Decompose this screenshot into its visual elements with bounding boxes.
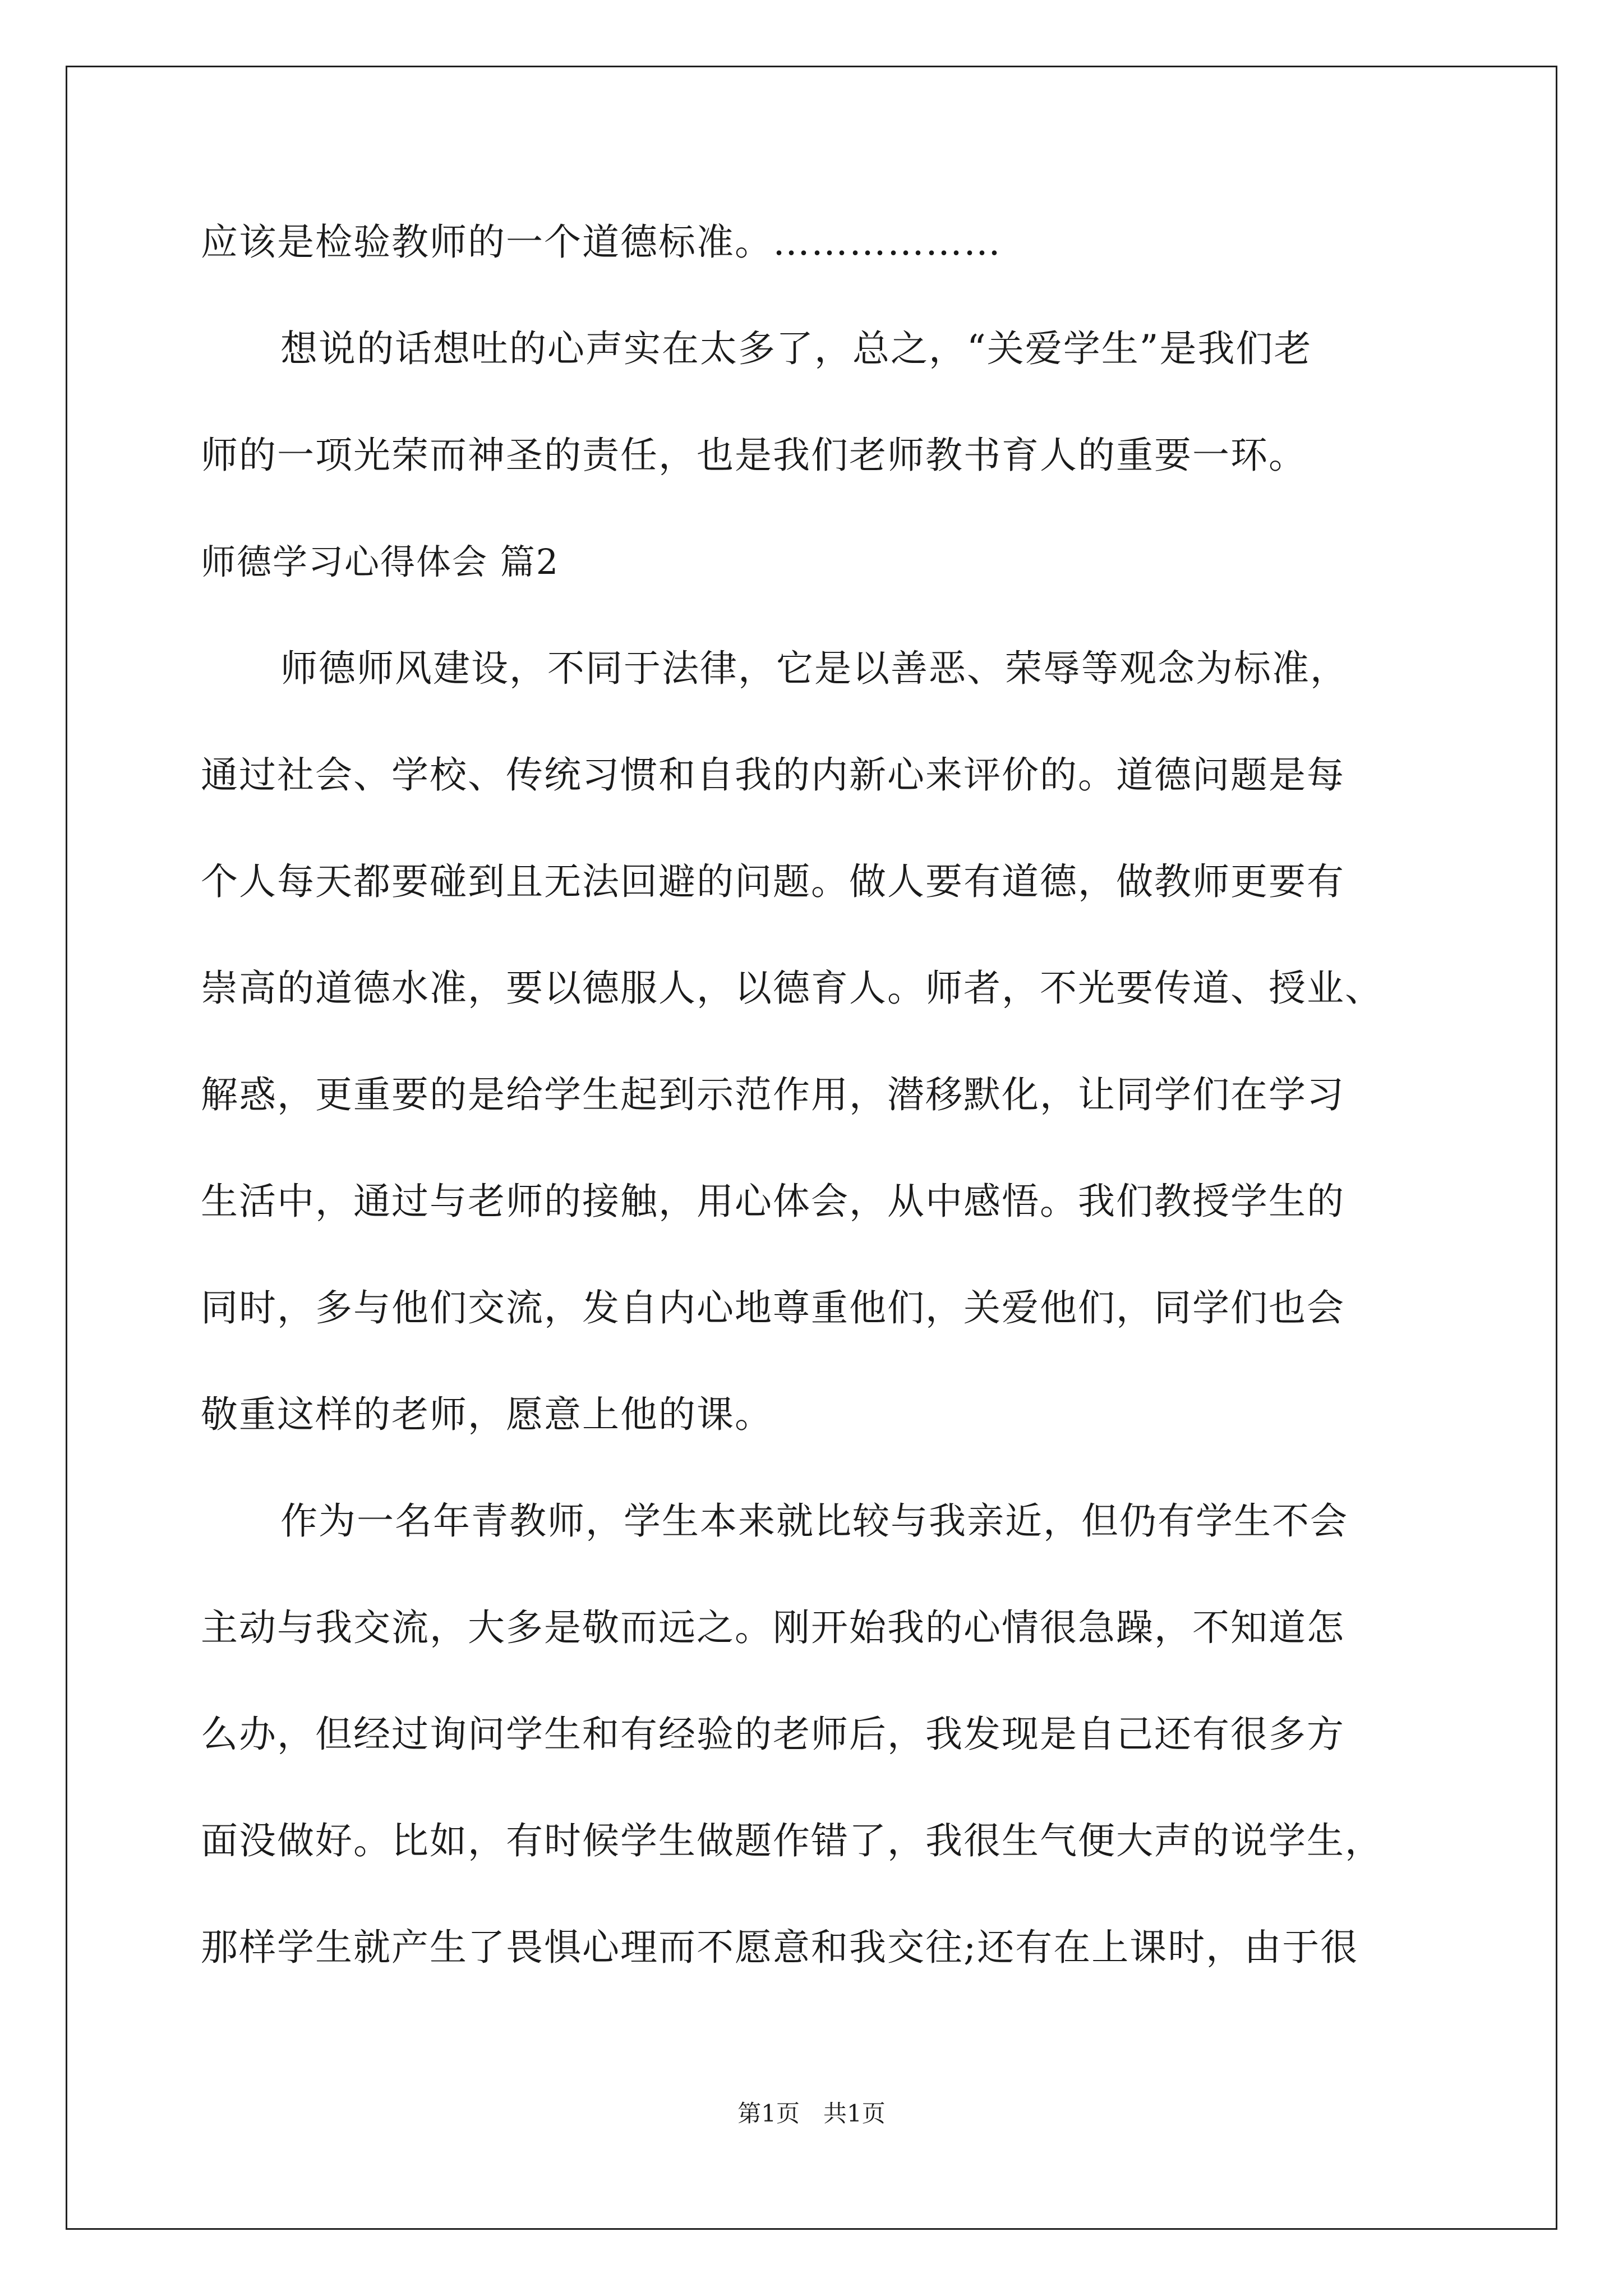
body-line: 应该是检验教师的一个道德标准。………………	[201, 220, 1002, 264]
body-line: 个人每天都要碰到且无法回避的问题。做人要有道德，做教师更要有	[201, 860, 1345, 903]
body-line: 通过社会、学校、传统习惯和自我的内新心来评价的。道德问题是每	[201, 753, 1345, 797]
paragraph-first-line: 师德师风建设，不同于法律，它是以善恶、荣辱等观念为标准，	[280, 647, 1348, 690]
body-line: 生活中，通过与老师的接触，用心体会，从中感悟。我们教授学生的	[201, 1180, 1345, 1223]
body-line: 么办，但经过询问学生和有经验的老师后，我发现是自己还有很多方	[201, 1713, 1345, 1756]
body-line: 主动与我交流，大多是敬而远之。刚开始我的心情很急躁，不知道怎	[201, 1606, 1345, 1649]
body-line: 那样学生就产生了畏惧心理而不愿意和我交往;还有在上课时，由于很	[201, 1926, 1359, 1969]
paragraph-first-line: 想说的话想吐的心声实在太多了，总之，“关爱学生”是我们老	[280, 327, 1312, 370]
section-heading: 师德学习心得体会 篇2	[201, 541, 560, 582]
page-footer: 第1页 共1页	[737, 2100, 886, 2127]
paragraph-first-line: 作为一名年青教师，学生本来就比较与我亲近，但仍有学生不会	[280, 1499, 1348, 1543]
body-line: 敬重这样的老师，愿意上他的课。	[201, 1393, 773, 1436]
body-line: 同时，多与他们交流，发自内心地尊重他们，关爱他们，同学们也会	[201, 1286, 1345, 1329]
page-border	[66, 66, 1557, 2230]
body-line: 解惑，更重要的是给学生起到示范作用，潜移默化，让同学们在学习	[201, 1073, 1345, 1116]
body-line: 崇高的道德水准，要以德服人，以德育人。师者，不光要传道、授业、	[201, 967, 1383, 1010]
body-line: 师的一项光荣而神圣的责任，也是我们老师教书育人的重要一环。	[201, 434, 1307, 477]
body-line: 面没做好。比如，有时候学生做题作错了，我很生气便大声的说学生，	[201, 1819, 1383, 1862]
